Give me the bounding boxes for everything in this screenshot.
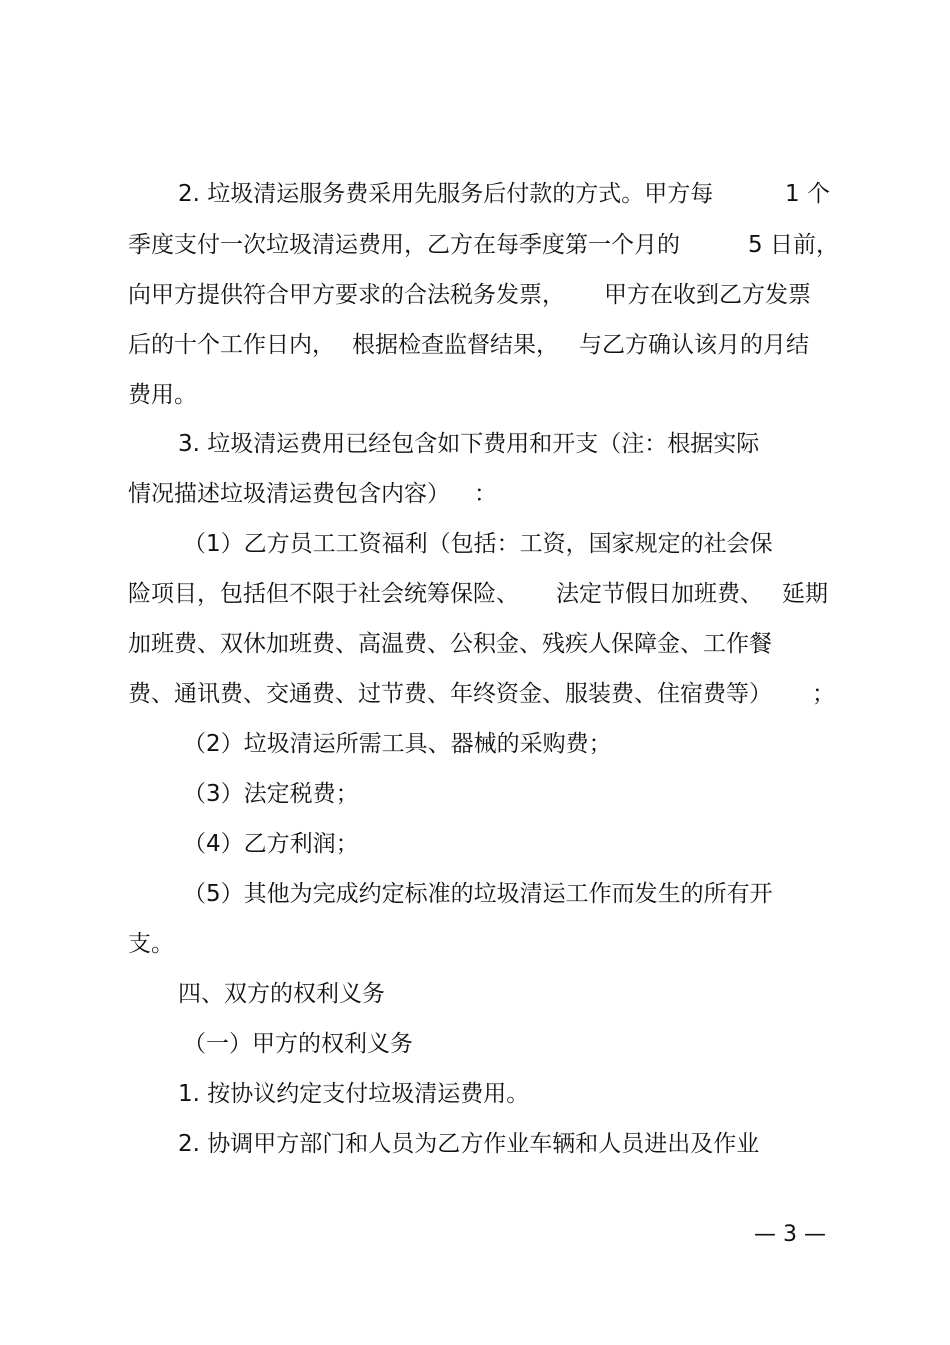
text-line: [0, 576, 950, 612]
text-segment: ；: [812, 681, 835, 707]
text-segment: （1）乙方员工工资福利（包括：工资，国家规定的社会保: [183, 531, 773, 557]
text-line: [0, 976, 950, 1012]
text-segment: 法定节假日加班费、: [556, 581, 763, 607]
text-line: [0, 476, 950, 512]
text-segment: 后的十个工作日内，: [128, 332, 335, 358]
text-segment: 情况描述垃圾清运费包含内容）: [128, 481, 450, 507]
text-segment: （5）其他为完成约定标准的垃圾清运工作而发生的所有开: [183, 881, 773, 907]
text-segment: 1. 按协议约定支付垃圾清运费用。: [178, 1081, 530, 1107]
text-line: [0, 626, 950, 662]
text-line: [0, 526, 950, 562]
text-line: [0, 1126, 950, 1162]
text-segment: （4）乙方利润；: [183, 831, 359, 857]
text-segment: 费、通讯费、交通费、过节费、年终资金、服装费、住宿费等）: [128, 681, 772, 707]
text-segment: 费用。: [128, 382, 197, 408]
text-segment: （3）法定税费；: [183, 781, 359, 807]
text-segment: 四、双方的权利义务: [178, 981, 385, 1007]
text-line: [0, 377, 950, 413]
text-segment: 延期: [782, 581, 828, 607]
text-segment: 险项目，包括但不限于社会统筹保险、: [128, 581, 519, 607]
text-line: [0, 876, 950, 912]
text-line: [0, 926, 950, 962]
text-segment: ：: [474, 481, 497, 507]
text-line: [0, 726, 950, 762]
text-segment: 2. 垃圾清运服务费采用先服务后付款的方式。甲方每: [178, 181, 714, 207]
text-segment: 与乙方确认该月的月结: [579, 332, 809, 358]
text-line: [0, 776, 950, 812]
text-line: [0, 227, 950, 263]
text-segment: 甲方在收到乙方发票: [604, 282, 811, 308]
text-segment: 1 个: [785, 181, 830, 207]
text-line: [0, 676, 950, 712]
text-segment: 向甲方提供符合甲方要求的合法税务发票，: [128, 282, 565, 308]
text-segment: 5 日前，: [748, 232, 839, 258]
text-segment: 加班费、双休加班费、高温费、公积金、残疾人保障金、工作餐: [128, 631, 772, 657]
text-segment: 根据检查监督结果，: [352, 332, 559, 358]
text-line: [0, 327, 950, 363]
text-segment: （2）垃圾清运所需工具、器械的采购费；: [183, 731, 612, 757]
text-segment: （一）甲方的权利义务: [183, 1031, 413, 1057]
page-number: — 3 —: [754, 1222, 826, 1247]
text-segment: 季度支付一次垃圾清运费用，乙方在每季度第一个月的: [128, 232, 680, 258]
text-line: [0, 1076, 950, 1112]
text-segment: 2. 协调甲方部门和人员为乙方作业车辆和人员进出及作业: [178, 1131, 760, 1157]
text-line: [0, 826, 950, 862]
text-segment: 支。: [128, 931, 174, 957]
text-line: [0, 277, 950, 313]
text-line: [0, 426, 950, 462]
text-line: [0, 1026, 950, 1062]
text-line: [0, 176, 950, 212]
text-segment: 3. 垃圾清运费用已经包含如下费用和开支（注：根据实际: [178, 431, 760, 457]
